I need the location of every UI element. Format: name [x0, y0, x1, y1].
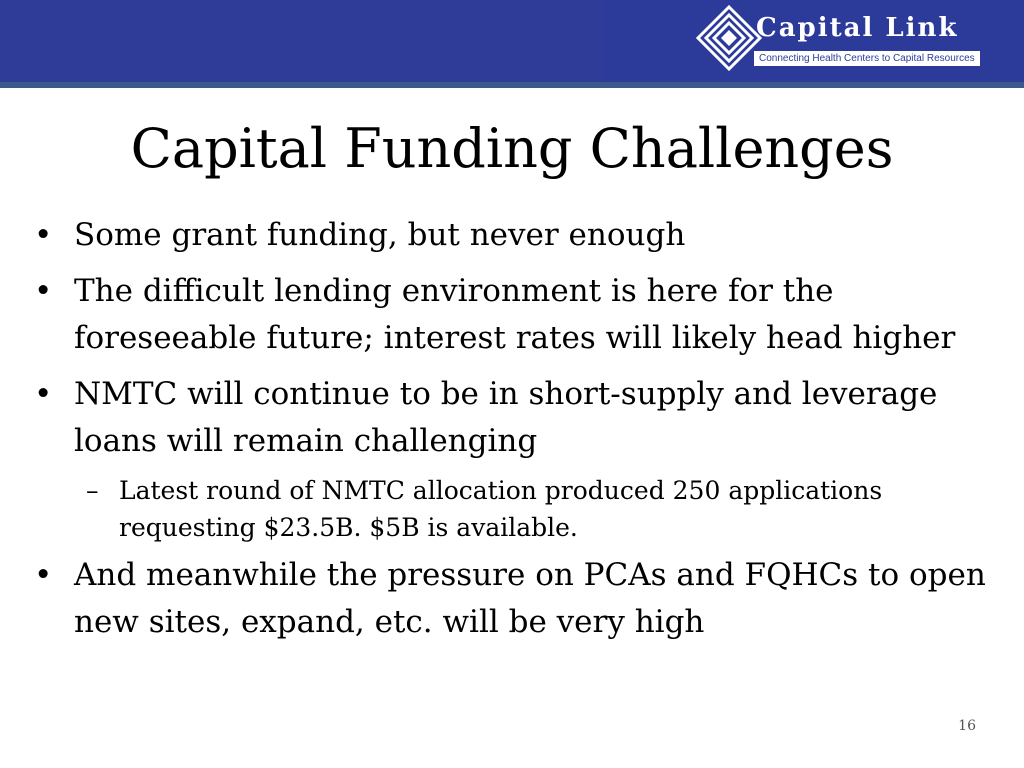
capital-link-logo — [696, 5, 976, 75]
sub-bullet-list — [34, 472, 994, 546]
bullet-item — [34, 268, 994, 362]
bullet-text: The difficult lending environment is here for the foreseeable future; interest rates will likely head higher — [74, 273, 956, 356]
slide-title: Capital Funding Challenges — [130, 117, 894, 180]
sub-bullet-text: Latest round of NMTC allocation produced 250 applications requesting $23.5B. $5B is available. — [119, 476, 883, 542]
diamond-logo-icon — [696, 5, 762, 71]
bullet-marker: • — [34, 557, 53, 593]
bullet-item — [34, 552, 994, 646]
bullet-marker: • — [34, 376, 53, 412]
bullet-item — [34, 212, 994, 259]
header-band-left — [0, 0, 604, 82]
bullet-marker: • — [34, 273, 53, 309]
bullet-list — [34, 212, 994, 655]
bullet-text: Some grant funding, but never enough — [74, 217, 686, 253]
logo-name: Capital Link — [756, 13, 959, 43]
sub-bullet-item — [34, 472, 994, 546]
bullet-item — [34, 371, 994, 465]
header-rule — [0, 82, 1024, 88]
sub-bullet-group — [34, 472, 994, 546]
page-number: 16 — [958, 718, 976, 734]
logo-tagline: Connecting Health Centers to Capital Resources — [754, 51, 980, 66]
bullet-marker: • — [34, 217, 53, 253]
bullet-text: NMTC will continue to be in short-supply and leverage loans will remain challenging — [74, 376, 938, 459]
bullet-text: And meanwhile the pressure on PCAs and FQHCs to open new sites, expand, etc. will be very high — [74, 557, 986, 640]
sub-bullet-marker: – — [86, 476, 99, 505]
